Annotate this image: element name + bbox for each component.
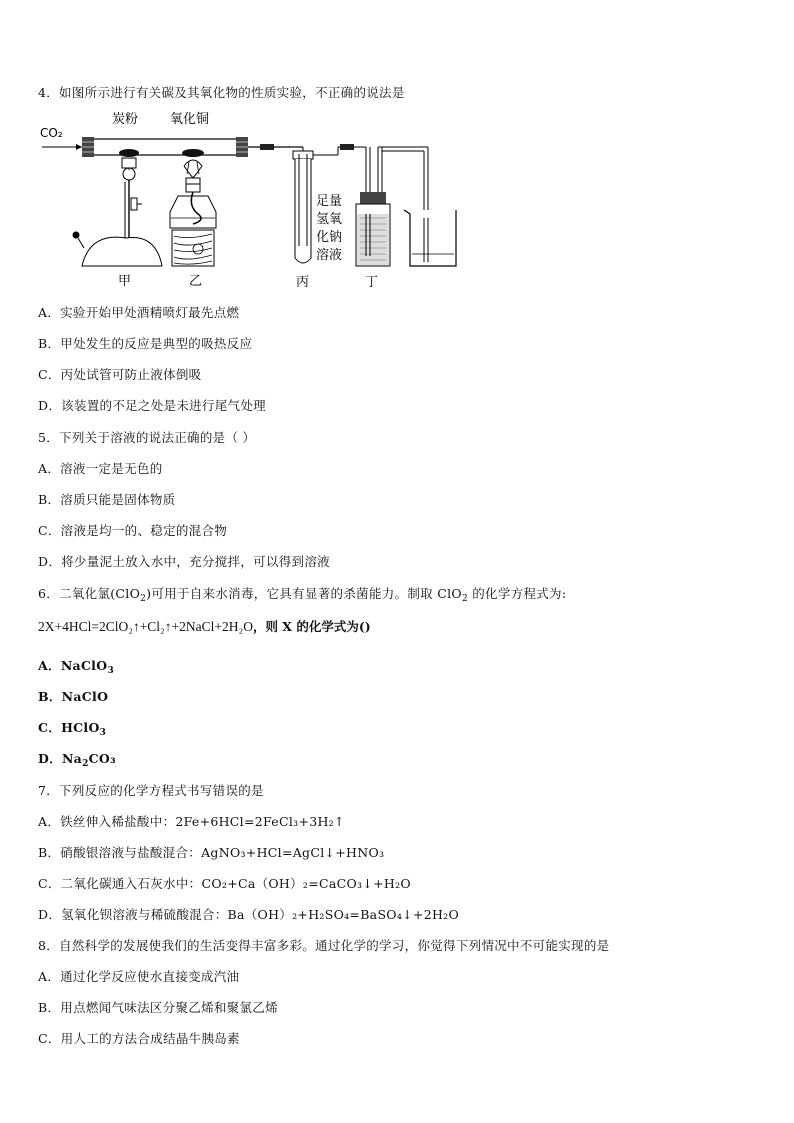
q4-option-b: B．甲处发生的反应是典型的吸热反应 xyxy=(38,336,253,351)
naoh-label-2: 氢氧 xyxy=(316,212,343,227)
q6-option-b xyxy=(38,687,108,705)
option-formula: Na xyxy=(61,751,83,766)
q7-option-c: C．二氧化碳通入石灰水中：CO₂+Ca（OH）₂=CaCO₃↓+H₂O xyxy=(38,876,411,891)
q7-option-d: D．氢氧化钡溶液与稀硫酸混合：Ba（OH）₂+H₂SO₄=BaSO₄↓+2H₂O xyxy=(38,907,460,922)
q4-apparatus-figure xyxy=(38,106,468,292)
copper-oxide-label: 氧化铜 xyxy=(170,112,210,127)
option-prefix: C． xyxy=(38,720,62,735)
option-subscript: 2 xyxy=(82,759,89,769)
q6-option-c xyxy=(38,718,106,738)
q6-option-d xyxy=(38,749,116,769)
option-subscript: 3 xyxy=(99,728,107,738)
q5-option-d: D．将少量泥土放入水中，充分搅拌，可以得到溶液 xyxy=(38,554,330,569)
combustion-tube xyxy=(90,139,240,155)
naoh-label-4: 溶液 xyxy=(316,248,343,263)
q6-stem-c: 的化学方程式为: xyxy=(467,586,567,601)
naoh-label-3: 化钠 xyxy=(316,230,343,245)
label-bing: 丙 xyxy=(296,275,310,290)
co2-label: CO₂ xyxy=(40,126,63,140)
q5-option-c: C．溶液是均一的、稳定的混合物 xyxy=(38,523,228,538)
carbon-powder xyxy=(119,149,139,157)
option-formula-rest: CO₃ xyxy=(88,751,116,766)
label-yi: 乙 xyxy=(189,274,203,289)
q6-equation-line xyxy=(38,617,371,635)
beaker xyxy=(404,210,456,266)
q6-stem: 6．二氧化氯(ClO$_2$)可用于自来水消毒，它具有显著的杀菌能力。制取 ClO$_2$ 的化学方程式为: xyxy=(38,586,567,604)
option-formula: NaClO xyxy=(61,689,109,704)
q8-option-a: A．通过化学反应使水直接变成汽油 xyxy=(38,969,240,984)
option-subscript: 3 xyxy=(107,666,114,676)
alcohol-blowtorch-jia xyxy=(73,158,163,266)
q4-option-a: A．实验开始甲处酒精喷灯最先点燃 xyxy=(38,305,240,320)
q8-option-c: C．用人工的方法合成结晶牛胰岛素 xyxy=(38,1031,240,1046)
q6-stem-a: 6．二氧化氯(ClO xyxy=(38,586,141,601)
q6-equation: 2X+4HCl=2ClO₂↑+Cl₂↑+2NaCl+2H₂O xyxy=(38,619,253,634)
q6-option-a xyxy=(38,656,114,676)
q6-stem-b: )可用于自来水消毒，它具有显著的杀菌能力。制取 ClO xyxy=(146,586,462,601)
q4-stem: 4．如图所示进行有关碳及其氧化物的性质实验，不正确的说法是 xyxy=(38,85,405,100)
q8-option-b: B．用点燃闻气味法区分聚乙烯和聚氯乙烯 xyxy=(38,1000,278,1015)
alcohol-lamp-yi xyxy=(170,160,216,266)
label-ding: 丁 xyxy=(365,275,379,290)
q4-option-d: D．该装置的不足之处是未进行尾气处理 xyxy=(38,398,266,413)
q8-stem: 8．自然科学的发展使我们的生活变得丰富多彩。通过化学的学习，你觉得下列情况中不可能实现的是 xyxy=(38,938,610,953)
q5-stem: 5．下列关于溶液的说法正确的是（ ） xyxy=(38,430,256,445)
q5-option-a: A．溶液一定是无色的 xyxy=(38,461,163,476)
copper-oxide xyxy=(182,149,204,157)
q5-option-b: B．溶质只能是固体物质 xyxy=(38,492,176,507)
q7-option-b: B．硝酸银溶液与盐酸混合：AgNO₃+HCl=AgCl↓+HNO₃ xyxy=(38,845,385,860)
option-formula: HClO xyxy=(61,720,100,735)
q6-equation-tail: ，则 X 的化学式为() xyxy=(252,619,371,634)
option-prefix: D． xyxy=(38,751,62,766)
option-prefix: B． xyxy=(38,689,62,704)
q7-stem: 7．下列反应的化学方程式书写错误的是 xyxy=(38,783,264,798)
naoh-label-1: 足量 xyxy=(316,194,343,209)
option-prefix: A． xyxy=(38,658,61,673)
option-formula: NaClO xyxy=(60,658,108,673)
carbon-powder-label: 炭粉 xyxy=(112,112,139,127)
q7-option-a: A．铁丝伸入稀盐酸中：2Fe+6HCl=2FeCl₃+3H₂↑ xyxy=(38,814,345,829)
label-jia: 甲 xyxy=(118,274,132,289)
q4-option-c: C．丙处试管可防止液体倒吸 xyxy=(38,367,202,382)
